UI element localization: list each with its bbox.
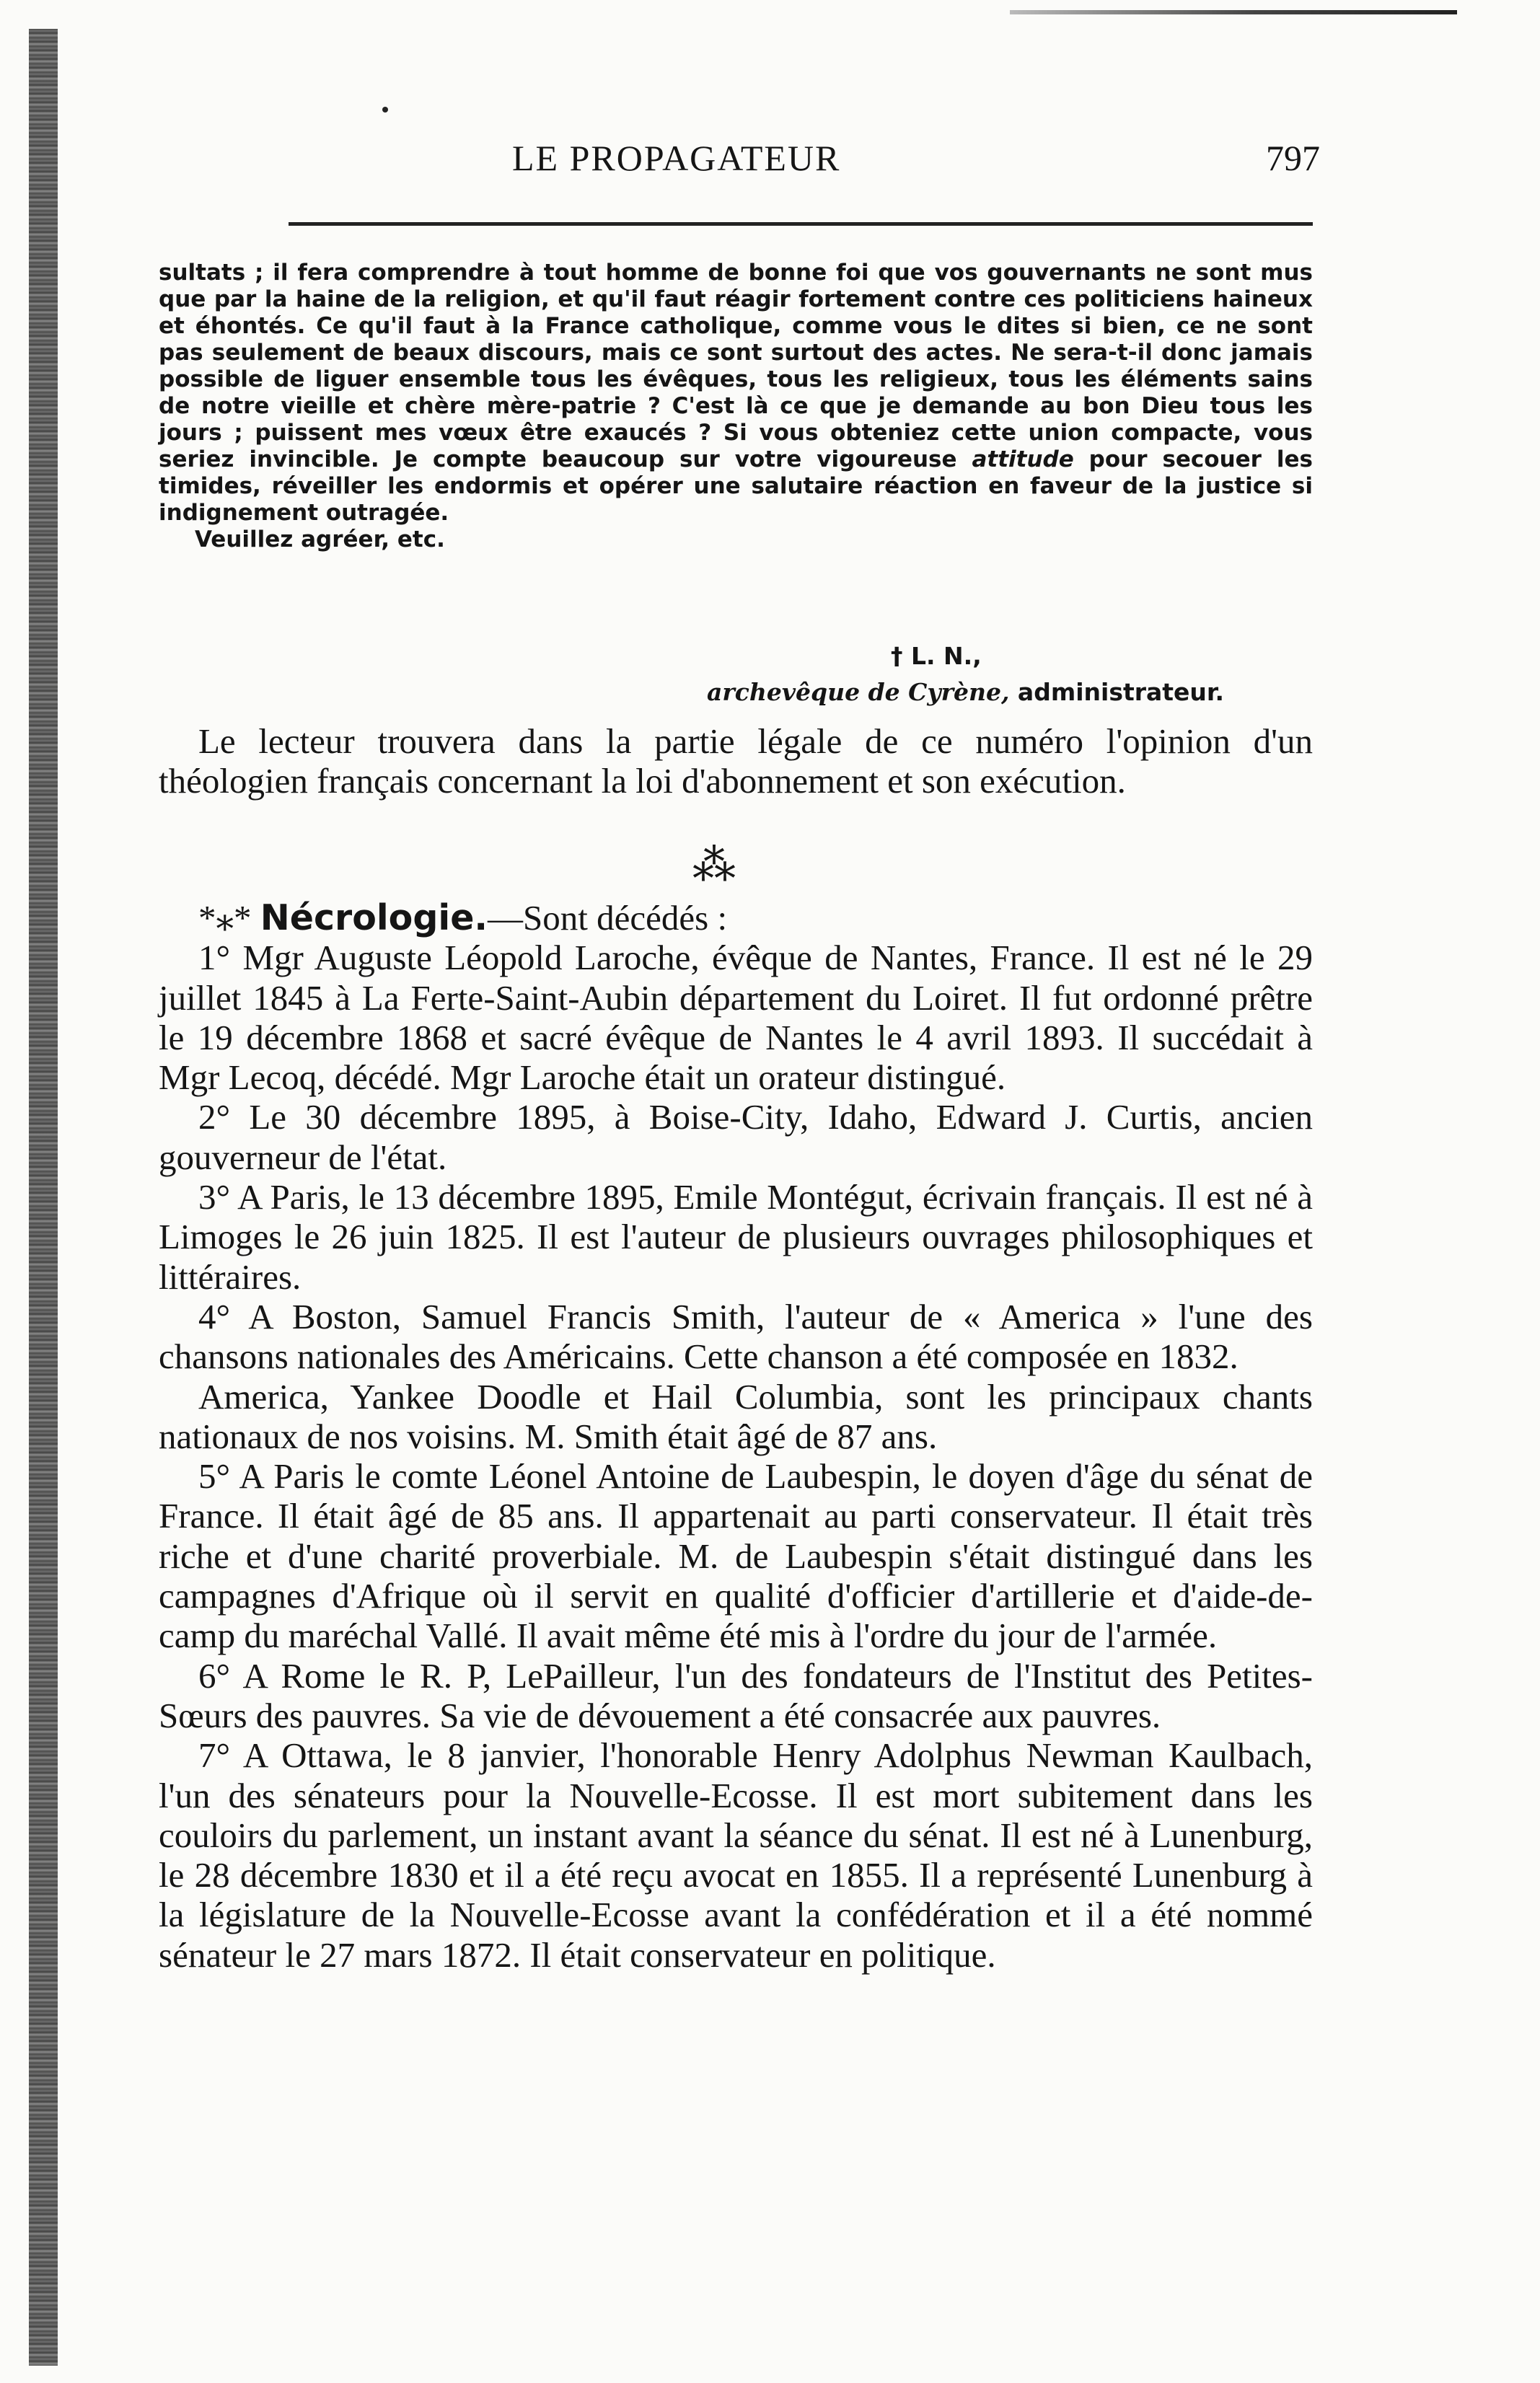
necrology-item: 5° A Paris le comte Léonel Antoine de Laubespin, le doyen d'âge du sénat de France. Il était âgé de 85 ans. Il appartenait au parti conservateur. Il était très riche et d'une charité proverbiale. M. de Laubespin s'était distingué dans les campagnes d'Afrique où il servit en qualité d'officier d'artillerie et d'aide-de-camp du maréchal Vallé. Il avait même été mis à l'ordre du jour de l'armée. xyxy=(159,1456,1313,1656)
asterism-divider: ⁂ xyxy=(692,842,739,889)
page-header xyxy=(159,137,1320,188)
letter-excerpt xyxy=(159,260,1313,553)
scan-page-edge xyxy=(29,29,58,2366)
necrology-item: 3° A Paris, le 13 décembre 1895, Emile Montégut, écrivain français. Il est né à Limoges le 26 juin 1825. Il est l'auteur de plusieurs ouvrages philosophiques et littéraires. xyxy=(159,1177,1313,1297)
necrology-item: 4° A Boston, Samuel Francis Smith, l'auteur de « America » l'une des chansons nationales des Américains. Cette chanson a été composée en 1832. xyxy=(159,1296,1313,1377)
scan-top-rule xyxy=(1010,10,1457,14)
necrology-item: America, Yankee Doodle et Hail Columbia, sont les principaux chants nationaux de nos voisins. M. Smith était âgé de 87 ans. xyxy=(159,1376,1313,1456)
necrology-item: 7° A Ottawa, le 8 janvier, l'honorable Henry Adolphus Newman Kaulbach, l'un des sénateurs pour la Nouvelle-Ecosse. Il est mort subitement dans les couloirs du parlement, un instant avant la séance du sénat. Il est né à Lunenburg, le 28 décembre 1830 et il a été reçu avocat en 1855. Il a représenté Lunenburg à la législature de la Nouvelle-Ecosse avant la confédération et il a été nommé sénateur le 27 mars 1872. Il était conservateur en politique. xyxy=(159,1735,1313,1975)
necrology-heading: *⁎* Nécrologie.—Sont décédés : xyxy=(198,897,728,938)
letter-body: sultats ; il fera comprendre à tout homme de bonne foi que vos gouvernants ne sont mus que par la haine de la religion, et qu'il faut réagir fortement contre ces politiciens haineux et éhontés. Ce qu'il faut à la France catholique, comme vous le dites si bien, ce ne sont pas seulement de beaux discours, mais ce sont surtout des actes. Ne sera-t-il donc jamais possible de liguer ensemble tous les évêques, tous les religieux, tous les éléments sains de notre vieille et chère mère-patrie ? C'est là ce que je demande au bon Dieu tous les jours ; puissent mes vœux être exaucés ? Si vous obteniez cette union compacte, vous seriez invincible. Je compte beaucoup sur votre vigoureuse attitude pour secouer les timides, réveiller les endormis et opérer une salutaire réaction en faveur de la justice si indignement outragée. xyxy=(159,260,1313,526)
notice-text: Le lecteur trouvera dans la partie légale de ce numéro l'opinion d'un théologien français concernant la loi d'abonnement et son exécution. xyxy=(159,721,1313,801)
page-number: 797 xyxy=(1266,138,1320,178)
letter-closing: Veuillez agréer, etc. xyxy=(195,527,445,552)
necrology-section xyxy=(159,898,1313,1975)
necrology-item: 1° Mgr Auguste Léopold Laroche, évêque de Nantes, France. Il est né le 29 juillet 1845 à La Ferte-Saint-Aubin département du Loiret. Il fut ordonné prêtre le 19 décembre 1868 et sacré évêque de Nantes le 4 avril 1893. Il succédait à Mgr Lecoq, décédé. Mgr Laroche était un orateur distingué. xyxy=(159,938,1313,1098)
necrology-item: 6° A Rome le R. P, LePailleur, l'un des fondateurs de l'Institut des Petites-Sœurs des pauvres. Sa vie de dévouement a été consacrée aux pauvres. xyxy=(159,1655,1313,1735)
signature-initials: † L. N., xyxy=(891,642,982,670)
necrology-item: 2° Le 30 décembre 1895, à Boise-City, Idaho, Edward J. Curtis, ancien gouverneur de l'état. xyxy=(159,1097,1313,1177)
ink-dot xyxy=(382,107,388,113)
notice-paragraph xyxy=(159,721,1313,801)
signature-title: archevêque de Cyrène, administrateur. xyxy=(707,678,1225,706)
header-rule xyxy=(289,222,1313,226)
running-title: LE PROPAGATEUR xyxy=(512,138,841,178)
